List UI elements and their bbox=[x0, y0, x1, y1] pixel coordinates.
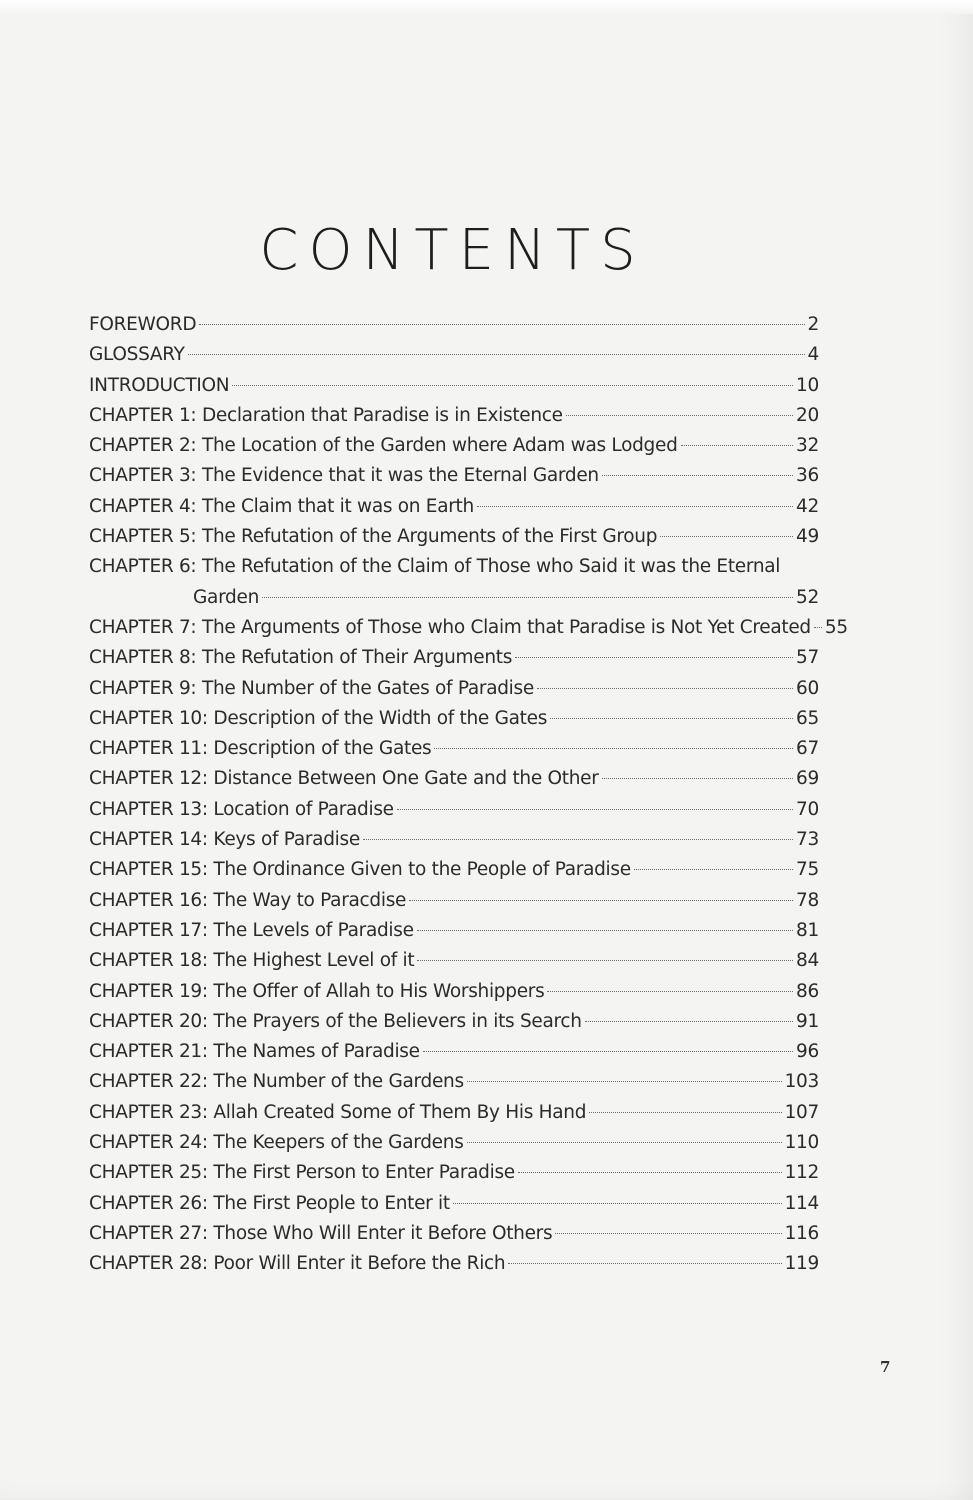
toc-entry-page-number: 75 bbox=[796, 859, 819, 881]
toc-entry bbox=[89, 492, 819, 522]
toc-entry bbox=[89, 613, 848, 643]
dot-leader bbox=[409, 900, 793, 901]
toc-entry bbox=[89, 946, 819, 976]
toc-entry bbox=[89, 734, 819, 764]
toc-entry-page-number: 52 bbox=[796, 586, 819, 608]
toc-entry-page-number: 114 bbox=[784, 1192, 819, 1214]
toc-entry bbox=[89, 1007, 819, 1037]
dot-leader bbox=[515, 657, 793, 658]
toc-entry bbox=[89, 552, 819, 582]
toc-entry-page-number: 42 bbox=[796, 495, 819, 517]
toc-entry bbox=[89, 1128, 819, 1158]
dot-leader bbox=[423, 1051, 793, 1052]
toc-entry bbox=[89, 1098, 819, 1128]
toc-entry-title: CHAPTER 6: The Refutation of the Claim of Those who Said it was the Eternal bbox=[89, 556, 781, 578]
dot-leader bbox=[566, 415, 793, 416]
toc-entry bbox=[89, 1067, 819, 1097]
dot-leader bbox=[397, 809, 793, 810]
toc-entry bbox=[89, 764, 819, 794]
toc-entry-page-number: 55 bbox=[824, 616, 848, 638]
toc-entry bbox=[89, 1158, 819, 1188]
toc-entry bbox=[89, 674, 819, 704]
toc-entry-title: CHAPTER 16: The Way to Paracdise bbox=[89, 889, 407, 911]
toc-entry-title: CHAPTER 25: The First Person to Enter Paradise bbox=[89, 1162, 515, 1184]
toc-entry-title: CHAPTER 9: The Number of the Gates of Paradise bbox=[89, 677, 534, 699]
page-number: 7 bbox=[880, 1358, 891, 1376]
toc-entry-page-number: 96 bbox=[796, 1041, 819, 1063]
toc-entry-title: CHAPTER 3: The Evidence that it was the Eternal Garden bbox=[89, 465, 599, 487]
toc-entry-page-number: 32 bbox=[796, 435, 819, 457]
dot-leader bbox=[814, 627, 822, 628]
toc-entry-title: INTRODUCTION bbox=[89, 374, 230, 396]
dot-leader bbox=[453, 1203, 782, 1204]
toc-entry-title: CHAPTER 14: Keys of Paradise bbox=[89, 829, 360, 851]
toc-entry-page-number: 20 bbox=[796, 404, 819, 426]
toc-entry-page-number: 69 bbox=[796, 768, 819, 790]
toc-entry-title: CHAPTER 10: Description of the Width of the Gates bbox=[89, 707, 548, 729]
toc-entry bbox=[89, 643, 819, 673]
toc-entry-page-number: 4 bbox=[807, 344, 819, 366]
dot-leader bbox=[434, 748, 793, 749]
toc-entry-title: CHAPTER 24: The Keepers of the Gardens bbox=[89, 1132, 464, 1154]
dot-leader bbox=[555, 1233, 781, 1234]
toc-entry-title: CHAPTER 12: Distance Between One Gate and the Other bbox=[89, 768, 599, 790]
toc-entry-continuation bbox=[89, 583, 819, 613]
toc-entry-title: CHAPTER 28: Poor Will Enter it Before the Rich bbox=[89, 1253, 506, 1275]
toc-entry-page-number: 73 bbox=[796, 829, 819, 851]
dot-leader bbox=[199, 324, 804, 325]
toc-entry-title: CHAPTER 21: The Names of Paradise bbox=[89, 1041, 420, 1063]
toc-entry-page-number: 65 bbox=[796, 707, 819, 729]
toc-entry-title: CHAPTER 23: Allah Created Some of Them By His Hand bbox=[89, 1101, 587, 1123]
toc-entry-title: CHAPTER 2: The Location of the Garden where Adam was Lodged bbox=[89, 435, 678, 457]
toc-entry-page-number: 119 bbox=[784, 1253, 819, 1275]
toc-entry-page-number: 36 bbox=[796, 465, 819, 487]
dot-leader bbox=[602, 475, 793, 476]
toc-entry-page-number: 107 bbox=[784, 1101, 819, 1123]
toc-entry-page-number: 49 bbox=[796, 526, 819, 548]
toc-entry-page-number: 110 bbox=[784, 1132, 819, 1154]
table-of-contents bbox=[89, 310, 848, 1280]
dot-leader bbox=[188, 354, 805, 355]
dot-leader bbox=[477, 506, 793, 507]
toc-entry bbox=[89, 310, 819, 340]
toc-entry-title: CHAPTER 5: The Refutation of the Arguments of the First Group bbox=[89, 526, 658, 548]
toc-entry-title: CHAPTER 8: The Refutation of Their Arguments bbox=[89, 647, 513, 669]
dot-leader bbox=[417, 960, 793, 961]
toc-entry-page-number: 70 bbox=[796, 798, 819, 820]
dot-leader bbox=[585, 1021, 793, 1022]
toc-entry-title: CHAPTER 15: The Ordinance Given to the People of Paradise bbox=[89, 859, 631, 881]
toc-entry-page-number: 112 bbox=[784, 1162, 819, 1184]
dot-leader bbox=[508, 1263, 781, 1264]
toc-entry-title-continued: Garden bbox=[193, 586, 260, 608]
toc-entry-page-number: 103 bbox=[784, 1071, 819, 1093]
toc-entry-title: FOREWORD bbox=[89, 314, 197, 335]
toc-entry bbox=[89, 825, 819, 855]
toc-entry bbox=[89, 522, 819, 552]
toc-entry bbox=[89, 916, 819, 946]
toc-entry-title: CHAPTER 11: Description of the Gates bbox=[89, 738, 432, 760]
toc-entry-page-number: 2 bbox=[807, 314, 819, 335]
toc-entry-title: CHAPTER 1: Declaration that Paradise is in Existence bbox=[89, 404, 563, 426]
toc-entry-page-number: 10 bbox=[796, 374, 819, 396]
toc-entry bbox=[89, 401, 819, 431]
toc-entry-title: CHAPTER 7: The Arguments of Those who Claim that Paradise is Not Yet Created bbox=[89, 616, 811, 638]
toc-entry-title: CHAPTER 27: Those Who Will Enter it Before Others bbox=[89, 1222, 553, 1244]
toc-entry bbox=[89, 340, 819, 370]
toc-entry bbox=[89, 795, 819, 825]
toc-entry-page-number: 91 bbox=[796, 1010, 819, 1032]
toc-entry bbox=[89, 1037, 819, 1067]
dot-leader bbox=[417, 930, 793, 931]
dot-leader bbox=[550, 718, 793, 719]
toc-entry bbox=[89, 704, 819, 734]
toc-entry-title: CHAPTER 4: The Claim that it was on Earth bbox=[89, 495, 474, 517]
toc-entry-page-number: 116 bbox=[784, 1222, 819, 1244]
toc-entry-page-number: 81 bbox=[796, 919, 819, 941]
toc-entry-page-number: 84 bbox=[796, 950, 819, 972]
toc-entry-page-number: 57 bbox=[796, 647, 819, 669]
toc-entry bbox=[89, 886, 819, 916]
toc-entry-title: CHAPTER 13: Location of Paradise bbox=[89, 798, 394, 820]
dot-leader bbox=[681, 445, 794, 446]
toc-entry-title: CHAPTER 26: The First People to Enter it bbox=[89, 1192, 450, 1214]
toc-entry-title: CHAPTER 17: The Levels of Paradise bbox=[89, 919, 414, 941]
page-edge bbox=[0, 0, 973, 14]
toc-entry-page-number: 86 bbox=[796, 980, 819, 1002]
toc-entry-title: CHAPTER 18: The Highest Level of it bbox=[89, 950, 415, 972]
toc-entry bbox=[89, 1189, 819, 1219]
contents-heading: CONTENTS bbox=[259, 218, 646, 283]
dot-leader bbox=[589, 1112, 781, 1113]
dot-leader bbox=[262, 597, 793, 598]
dot-leader bbox=[363, 839, 793, 840]
toc-entry-title: GLOSSARY bbox=[89, 344, 185, 366]
toc-entry bbox=[89, 977, 819, 1007]
toc-entry-page-number: 78 bbox=[796, 889, 819, 911]
dot-leader bbox=[547, 991, 793, 992]
toc-entry bbox=[89, 431, 819, 461]
toc-entry-page-number: 60 bbox=[796, 677, 819, 699]
dot-leader bbox=[660, 536, 793, 537]
dot-leader bbox=[518, 1172, 782, 1173]
toc-entry bbox=[89, 461, 819, 491]
toc-entry-title: CHAPTER 22: The Number of the Gardens bbox=[89, 1071, 464, 1093]
toc-entry bbox=[89, 1219, 819, 1249]
toc-entry-page-number: 67 bbox=[796, 738, 819, 760]
dot-leader bbox=[634, 869, 793, 870]
dot-leader bbox=[537, 688, 793, 689]
dot-leader bbox=[467, 1142, 782, 1143]
dot-leader bbox=[467, 1081, 782, 1082]
dot-leader bbox=[232, 385, 793, 386]
toc-entry-title: CHAPTER 20: The Prayers of the Believers in its Search bbox=[89, 1010, 582, 1032]
toc-entry bbox=[89, 371, 819, 401]
toc-entry bbox=[89, 1249, 819, 1279]
dot-leader bbox=[602, 778, 794, 779]
toc-entry bbox=[89, 855, 819, 885]
toc-entry-title: CHAPTER 19: The Offer of Allah to His Worshippers bbox=[89, 980, 545, 1002]
